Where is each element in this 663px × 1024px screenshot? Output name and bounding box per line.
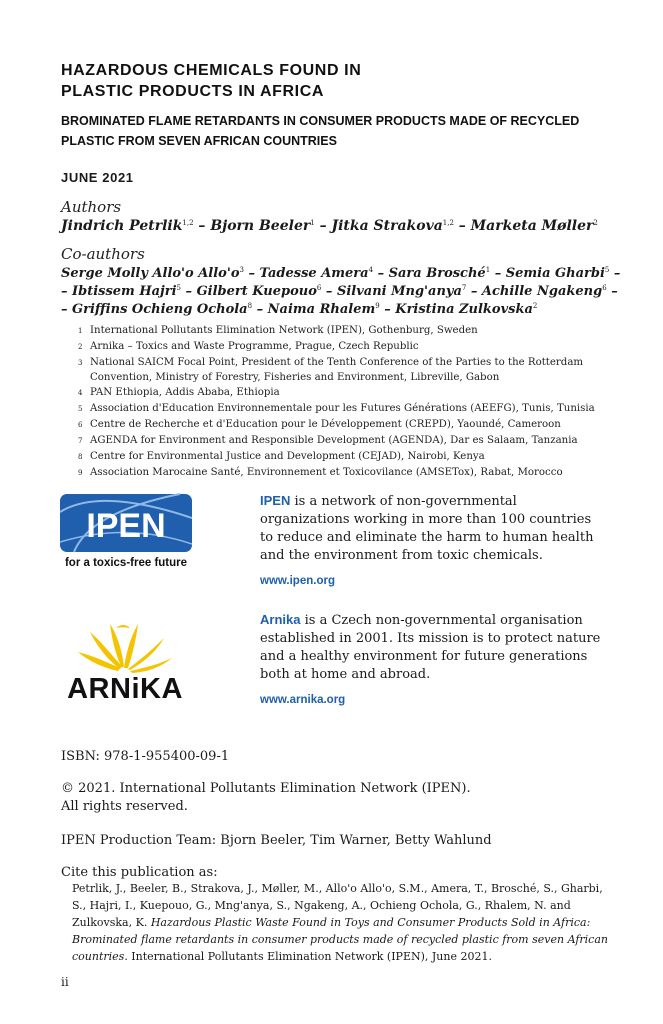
arnika-description-text: is a Czech non-governmental organisation established in 2001. Its mission is to protect nature and a healthy environment for future generations both at home and abroad. <box>260 613 601 682</box>
author-affiliation-mark: 1 <box>310 219 315 227</box>
author-separator: – <box>321 284 337 299</box>
coauthor-name: Silvani Mng'anya <box>336 284 462 299</box>
coauthor-name: Tadesse Amera <box>259 266 369 281</box>
coauthor-affiliation-mark: 6 <box>602 284 607 292</box>
copyright-line-1: © 2021. International Pollutants Elimination Network (IPEN). <box>61 781 471 796</box>
affiliation-item <box>78 385 618 401</box>
author-separator: – <box>606 284 618 299</box>
author-name: Jindrich Petrlik <box>61 218 183 234</box>
subtitle <box>61 111 631 151</box>
coauthor-affiliation-mark: 9 <box>375 302 380 310</box>
ipen-logo <box>60 492 192 572</box>
ipen-logo-tagline: for a toxics-free future <box>64 557 188 569</box>
author-separator: – <box>314 218 332 234</box>
coauthor-affiliation-mark: 1 <box>485 266 491 274</box>
affiliation-item <box>78 433 618 449</box>
citation-authors: Petrlik, J., Beeler, B., Strakova, J., Møller, M., Allo'o Allo'o, S.M., Amera, T., Brosché, S., Gharbi, S., Hajri, I., Kuepouo, G., Mng'anya, S., Ngakeng, A., Ochieng Ochola, G., Rhalem, N. and Zulkovska, K. <box>72 882 603 929</box>
author-separator: – <box>243 266 260 281</box>
affiliation-number: 9 <box>78 469 83 477</box>
coauthor-affiliation-mark: 5 <box>176 284 182 292</box>
production-team: IPEN Production Team: Bjorn Beeler, Tim Warner, Betty Wahlund <box>61 833 492 848</box>
ipen-name: IPEN <box>260 493 291 508</box>
coauthors-label: Co-authors <box>61 245 145 263</box>
authors-list <box>61 218 598 234</box>
page-title <box>61 60 621 102</box>
author-affiliation-mark: 1,2 <box>182 219 194 227</box>
affiliation-text: International Pollutants Elimination Network (IPEN), Gothenburg, Sweden <box>90 325 478 336</box>
coauthor-affiliation-mark: 8 <box>247 302 253 310</box>
subtitle-line-2: PLASTIC FROM SEVEN AFRICAN COUNTRIES <box>61 134 337 148</box>
citation-publisher: . International Pollutants Elimination Network (IPEN), June 2021. <box>124 950 492 963</box>
affiliation-item <box>78 355 618 385</box>
coauthor-affiliation-mark: 5 <box>604 266 610 274</box>
coauthor-name: Serge Molly Allo'o Allo'o <box>61 266 240 281</box>
affiliation-text: Centre de Recherche et d'Education pour le Développement (CREPD), Yaoundé, Cameroon <box>90 419 561 430</box>
affiliation-text: National SAICM Focal Point, President of the Tenth Conference of the Parties to the Rotterdam Convention, Ministry of Forestry, Fisheries and Environment, Libreville, Gabon <box>90 357 584 383</box>
affiliation-number: 6 <box>78 421 83 429</box>
cite-label: Cite this publication as: <box>61 865 218 880</box>
coauthor-name: Kristina Zulkovska <box>395 302 533 317</box>
coauthor-name: Ibtissem Hajri <box>72 284 177 299</box>
author-name: Jitka Strakova <box>331 218 443 234</box>
affiliation-text: Centre for Environmental Justice and Development (CEJAD), Nairobi, Kenya <box>90 451 485 462</box>
coauthors-line <box>61 301 621 319</box>
author-separator: – <box>379 302 396 317</box>
affiliation-text: Association Marocaine Santé, Environnement et Toxicovilance (AMSETox), Rabat, Morocco <box>90 467 563 478</box>
coauthors-list <box>61 265 621 319</box>
author-separator: – <box>61 302 73 317</box>
publication-date: JUNE 2021 <box>61 170 134 185</box>
affiliation-text: PAN Ethiopia, Addis Ababa, Ethiopia <box>90 387 280 398</box>
author-affiliation-mark: 1,2 <box>442 219 454 227</box>
arnika-name: Arnika <box>260 612 301 627</box>
arnika-flower-icon <box>60 618 190 702</box>
affiliation-number: 1 <box>78 327 83 335</box>
affiliation-item <box>78 465 618 481</box>
affiliation-number: 5 <box>78 405 83 413</box>
citation <box>72 880 612 965</box>
author-name: Bjorn Beeler <box>210 218 311 234</box>
author-separator: – <box>453 218 471 234</box>
coauthor-name: Sara Brosché <box>388 266 486 281</box>
author-name: Marketa Møller <box>470 218 594 234</box>
author-separator: – <box>252 302 268 317</box>
authors-label: Authors <box>61 198 122 216</box>
coauthor-affiliation-mark: 4 <box>368 266 374 274</box>
affiliation-number: 4 <box>78 389 83 397</box>
author-separator: – <box>61 284 73 299</box>
coauthors-line <box>61 265 621 283</box>
arnika-description <box>260 611 605 684</box>
copyright <box>61 780 471 816</box>
affiliation-text: AGENDA for Environment and Responsible Development (AGENDA), Dar es Salaam, Tanzania <box>90 435 578 446</box>
coauthor-affiliation-mark: 3 <box>239 266 244 274</box>
title-line-2: PLASTIC PRODUCTS IN AFRICA <box>61 83 325 100</box>
affiliation-item <box>78 417 618 433</box>
ipen-description-text: is a network of non-governmental organizations working in more than 100 countries to reduce and eliminate the harm to human health and the environment from toxic chemicals. <box>260 494 594 563</box>
ipen-logo-text: IPEN <box>86 507 166 545</box>
coauthor-name: Griffins Ochieng Ochola <box>72 302 248 317</box>
author-affiliation-mark: 2 <box>593 219 598 227</box>
affiliation-item <box>78 449 618 465</box>
author-separator: – <box>490 266 506 281</box>
affiliation-number: 7 <box>78 437 83 445</box>
coauthor-name: Gilbert Kuepouo <box>196 284 317 299</box>
subtitle-line-1: BROMINATED FLAME RETARDANTS IN CONSUMER PRODUCTS MADE OF RECYCLED <box>61 114 580 128</box>
affiliation-item <box>78 339 618 355</box>
coauthor-name: Achille Ngakeng <box>481 284 603 299</box>
ipen-url-link[interactable]: www.ipen.org <box>260 575 335 587</box>
author-separator: – <box>609 266 621 281</box>
affiliation-text: Association d'Education Environnementale pour les Futures Générations (AEEFG), Tunis, Tunisia <box>90 403 595 414</box>
coauthor-affiliation-mark: 7 <box>461 284 467 292</box>
affiliation-number: 8 <box>78 453 83 461</box>
affiliation-item <box>78 323 618 339</box>
author-separator: – <box>373 266 389 281</box>
affiliations-list <box>78 323 618 481</box>
author-separator: – <box>466 284 482 299</box>
affiliation-text: Arnika – Toxics and Waste Programme, Prague, Czech Republic <box>90 341 419 352</box>
arnika-url-link[interactable]: www.arnika.org <box>260 694 346 706</box>
citation-title: Hazardous Plastic Waste Found in Toys and Consumer Products Sold in Africa: Brominated flame retardants in consumer products made of recycled plastic from seven African countries <box>72 916 608 963</box>
ipen-description <box>260 492 605 565</box>
isbn: ISBN: 978-1-955400-09-1 <box>61 749 230 764</box>
coauthor-name: Semia Gharbi <box>505 266 605 281</box>
author-separator: – <box>181 284 197 299</box>
coauthors-line <box>61 283 621 301</box>
title-line-1: HAZARDOUS CHEMICALS FOUND IN <box>61 62 362 79</box>
page-number: ii <box>61 975 69 989</box>
coauthor-affiliation-mark: 2 <box>532 302 538 310</box>
author-separator: – <box>193 218 211 234</box>
arnika-logo-text: ARNiKA <box>67 673 183 702</box>
affiliation-item <box>78 401 618 417</box>
ipen-logo-graphic <box>60 492 192 572</box>
coauthor-affiliation-mark: 6 <box>316 284 322 292</box>
affiliation-number: 2 <box>78 343 83 351</box>
coauthor-name: Naima Rhalem <box>267 302 376 317</box>
affiliation-number: 3 <box>78 359 83 367</box>
arnika-logo <box>60 618 190 702</box>
copyright-line-2: All rights reserved. <box>61 799 188 814</box>
